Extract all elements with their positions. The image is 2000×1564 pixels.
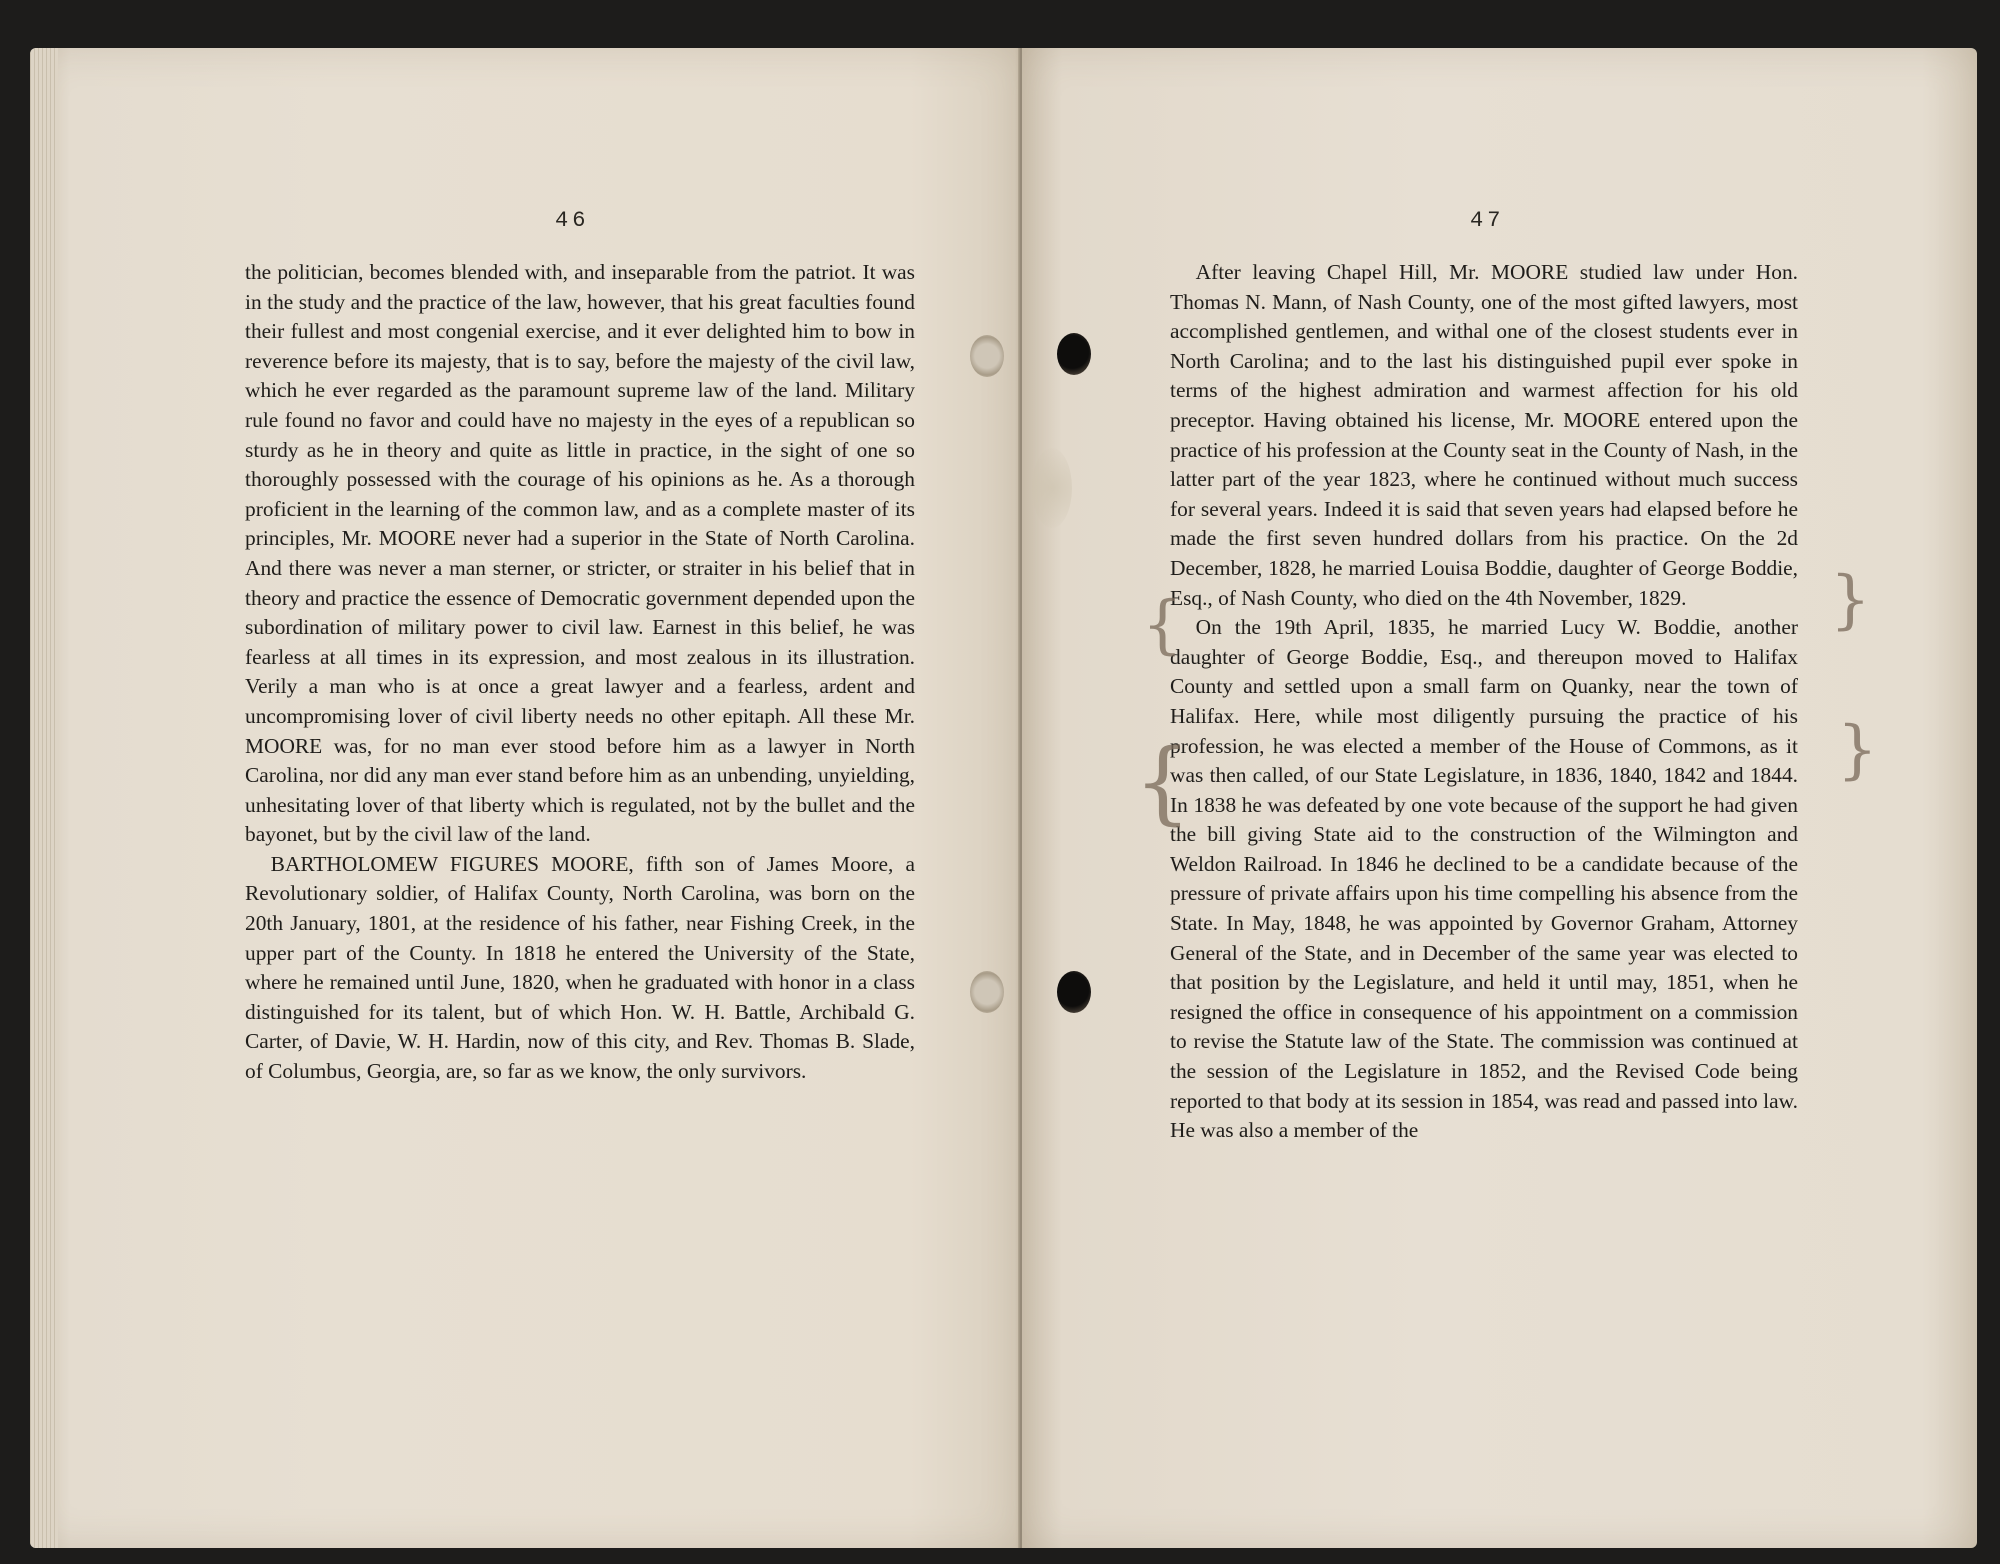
left-paragraph-1: the politician, becomes blended with, and inseparable from the patriot. It was in the study and the practice of the law, however, that his great faculties found their fullest and most congenial exercise, and it ever delighted him to bow in reverence before its majesty, that is to say, before the majesty of the civil law, which he ever regarded as the paramount supreme law of the land. Military rule found no favor and could have no majesty in the eyes of a republican so sturdy as he in theory and quite as little in practice, in the sight of one so thoroughly possessed with the courage of his opinions as he. As a thorough proficient in the learning of the common law, and as a complete master of its principles, Mr. MOORE never had a superior in the State of North Carolina. And there was never a man sterner, or stricter, or straiter in his belief that in theory and practice the essence of Democratic government depended upon the subordination of military power to civil law. Earnest in this belief, he was fearless at all times in its expression, and most zealous in its illustration. Verily a man who is at once a great lawyer and a fearless, ardent and uncompromising lover of civil liberty needs no other epitaph. All these Mr. MOORE was, for no man ever stood before him as a lawyer in North Carolina, nor did any man ever stand before him as an unbending, unyielding, unhesitating lover of that liberty which is regulated, not by the bullet and the bayonet, but by the civil law of the land.	[245, 260, 915, 847]
right-page	[1022, 48, 1977, 1548]
binding-hole-left-top	[970, 335, 1004, 377]
binding-hole-right-bottom	[1057, 971, 1091, 1013]
right-paragraph-2: On the 19th April, 1835, he married Lucy W. Boddie, another daughter of George Boddie, Esq., and thereupon moved to Halifax County and settled upon a small farm on Quanky, near the town of Halifax. Here, while most diligently pursuing the practice of his profession, he was elected a member of the House of Commons, as it was then called, of our State Legislature, in 1836, 1840, 1842 and 1844. In 1838 he was defeated by one vote because of the support he had given the bill giving State aid to the construction of the Wilmington and Weldon Railroad. In 1846 he declined to be a candidate because of the pressure of private affairs upon his time compelling his absence from the State. In May, 1848, he was appointed by Governor Graham, Attorney General of the State, and in December of the same year was elected to that position by the Legislature, and held it until may, 1851, when he resigned the office in consequence of his appointment on a commission to revise the Statute law of the State. The commission was continued at the session of the Legislature in 1852, and the Revised Code being reported to that body at its session in 1854, was read and passed into law. He was also a member of the	[1170, 615, 1798, 1143]
page-number-right: 47	[1470, 208, 1505, 233]
left-page-text	[245, 258, 915, 1087]
page-edges	[30, 48, 58, 1548]
left-page	[30, 48, 1020, 1548]
pencil-brace-right-2: }	[1837, 713, 1878, 787]
paper-stain	[1032, 448, 1072, 528]
right-paragraph-1: After leaving Chapel Hill, Mr. MOORE studied law under Hon. Thomas N. Mann, of Nash County, one of the most gifted lawyers, most accomplished gentlemen, and withal one of the closest students ever in North Carolina; and to the last his distinguished pupil ever spoke in terms of the highest admiration and warmest affection for his old preceptor. Having obtained his license, Mr. MOORE entered upon the practice of his profession at the County seat in the County of Nash, in the latter part of the year 1823, where he continued without much success for several years. Indeed it is said that seven years had elapsed before he made the first seven hundred dollars from his practice. On the 2d December, 1828, he married Louisa Boddie, daughter of George Boddie, Esq., of Nash County, who died on the 4th November, 1829.	[1170, 260, 1798, 610]
left-paragraph-2: BARTHOLOMEW FIGURES MOORE, fifth son of James Moore, a Revolutionary soldier, of Halifax County, North Carolina, was born on the 20th January, 1801, at the residence of his father, near Fishing Creek, in the upper part of the County. In 1818 he entered the University of the State, where he remained until June, 1820, when he graduated with honor in a class distinguished for its talent, but of which Hon. W. H. Battle, Archibald G. Carter, of Davie, W. H. Hardin, now of this city, and Rev. Thomas B. Slade, of Columbus, Georgia, are, so far as we know, the only survivors.	[245, 851, 915, 1084]
binding-hole-left-bottom	[970, 971, 1004, 1013]
pencil-brace-left-1: {	[1142, 588, 1183, 662]
pencil-brace-right-1: }	[1830, 563, 1871, 637]
open-book	[30, 48, 1965, 1554]
binding-hole-right-top	[1057, 333, 1091, 375]
right-page-text	[1170, 258, 1798, 1146]
pencil-brace-left-2: {	[1134, 730, 1192, 835]
page-number-left: 46	[555, 208, 590, 233]
